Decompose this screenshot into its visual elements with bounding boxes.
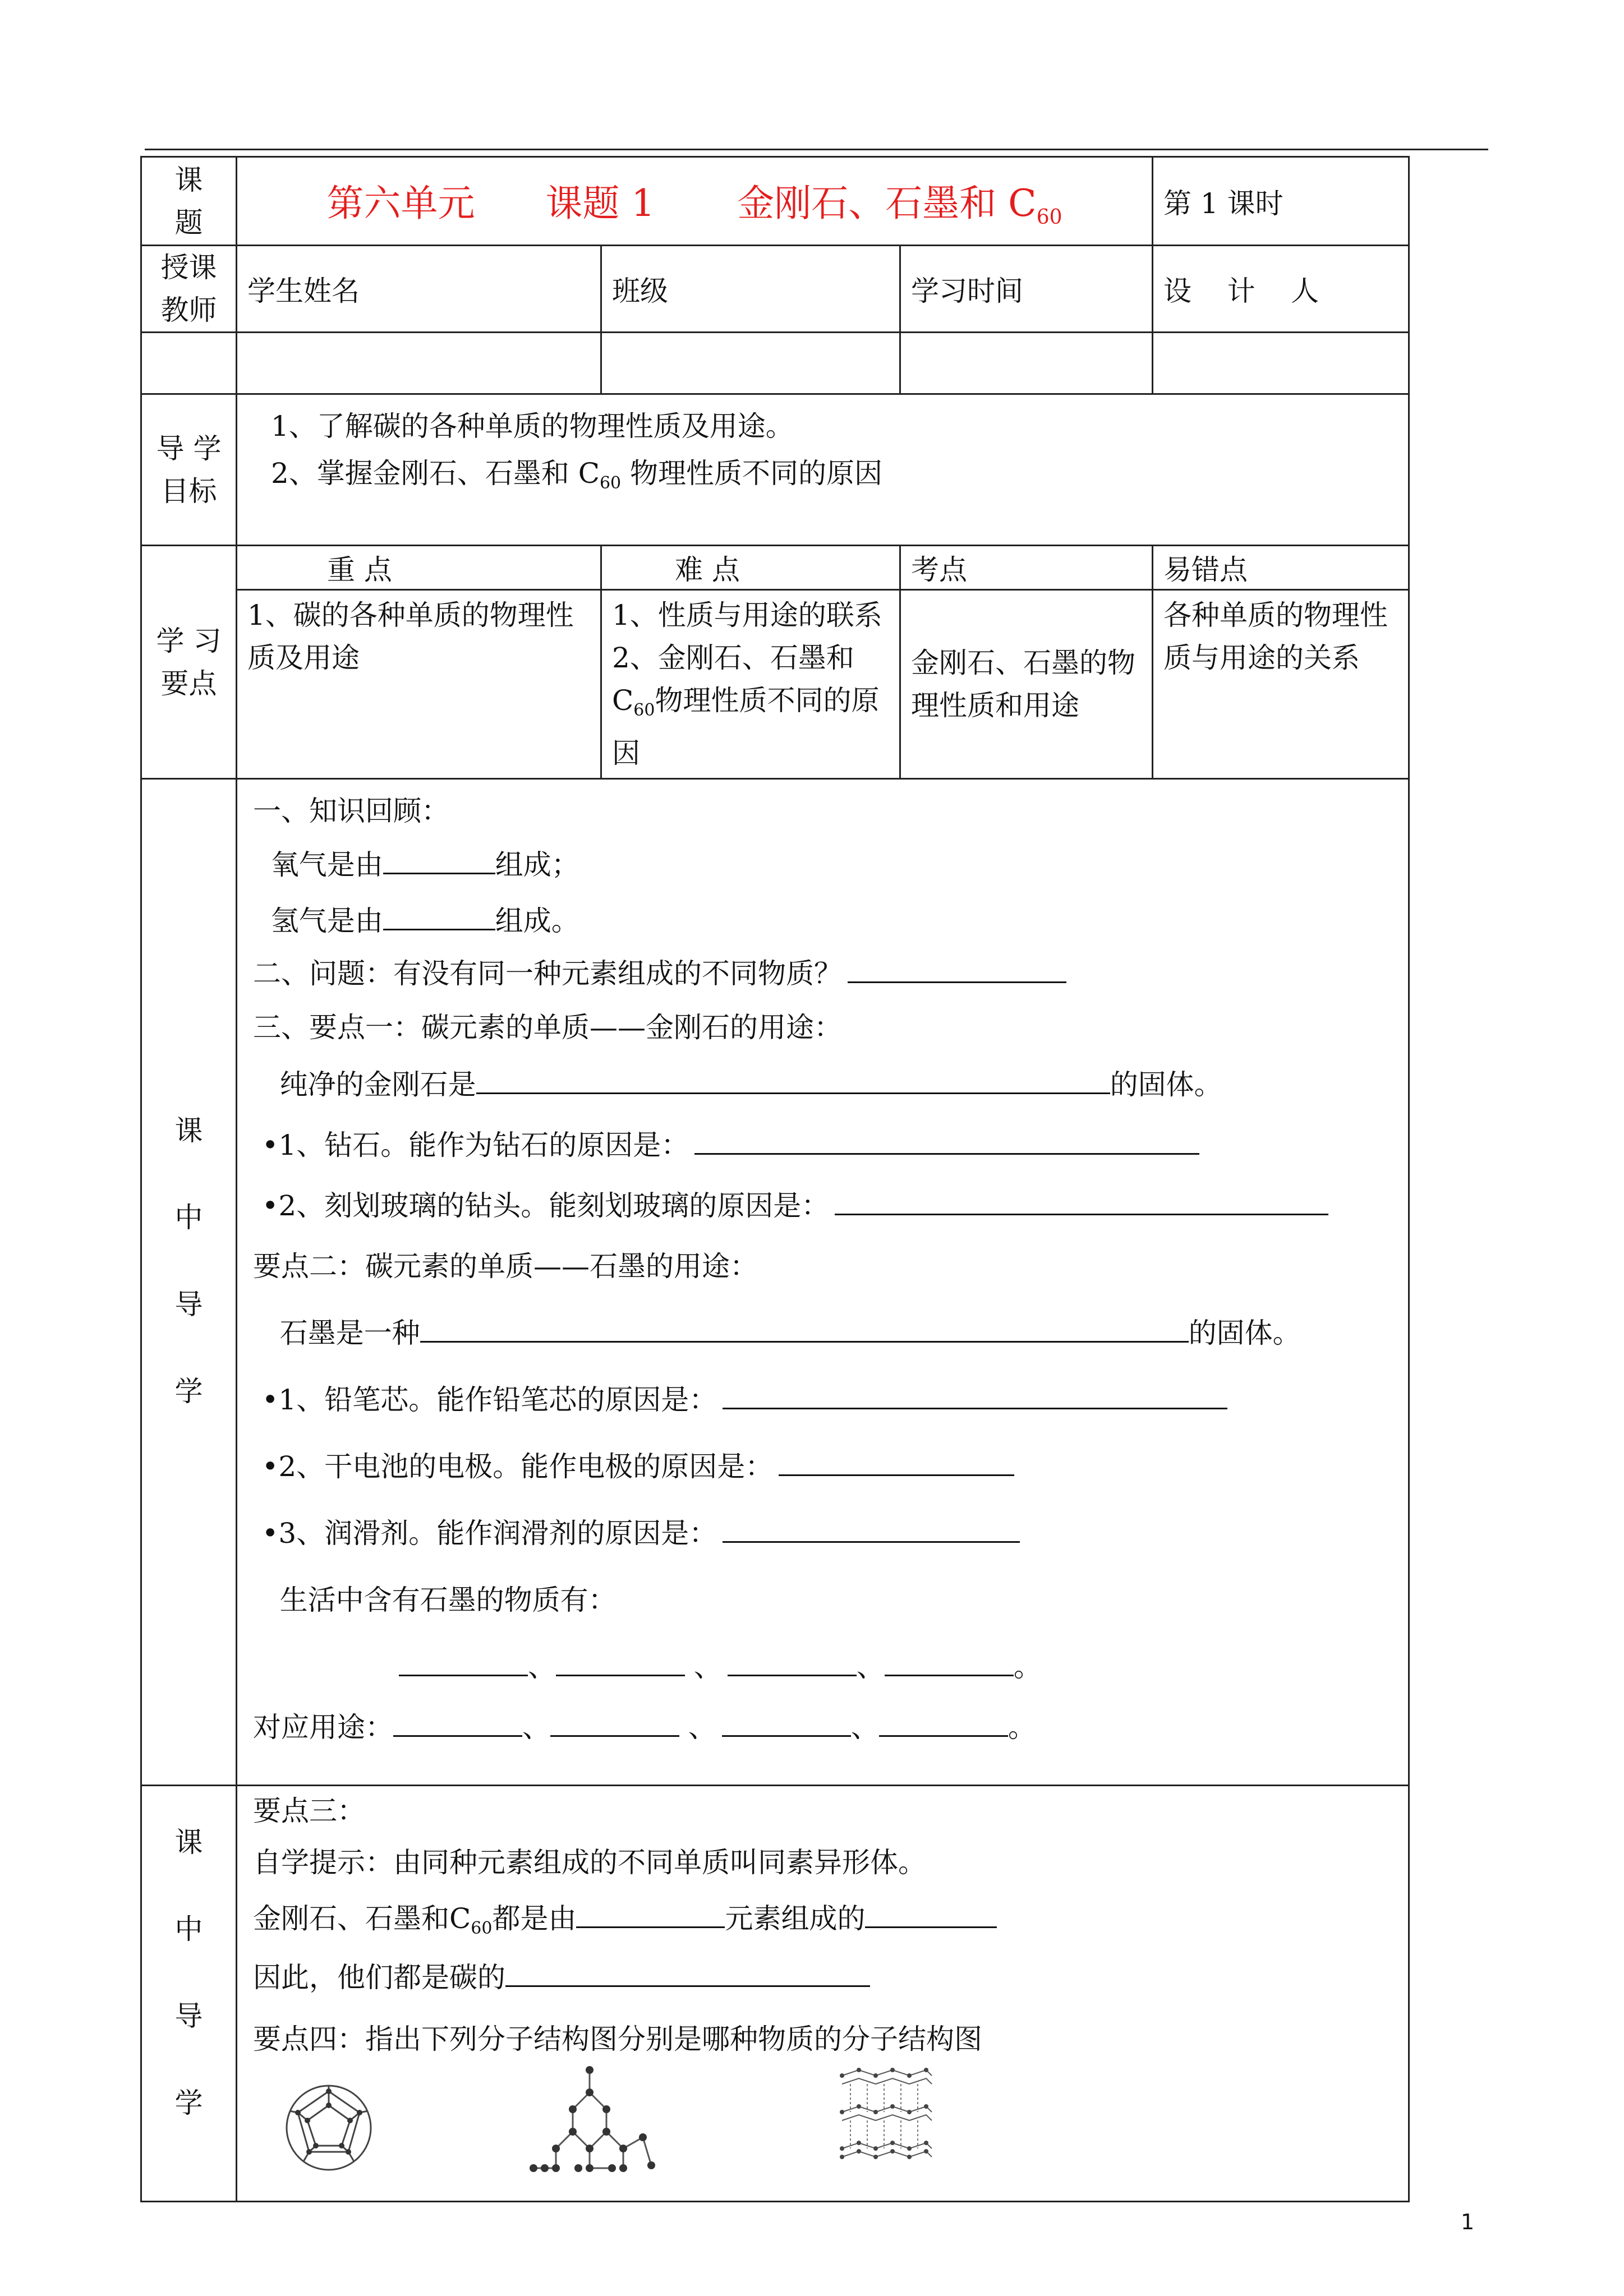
error-prone-header: 易错点 [1153, 546, 1409, 590]
diamond-use-2-blank[interactable] [835, 1180, 1328, 1215]
key-points-header-row [141, 546, 1409, 590]
key-points-content-row [141, 590, 1409, 779]
molecule-figures [253, 2070, 1392, 2182]
goals-row [141, 394, 1409, 546]
graphite-use-3-blank[interactable] [723, 1507, 1020, 1543]
question-line: 二、问题：有没有同一种元素组成的不同物质？ [253, 947, 1392, 1001]
exam-header: 考点 [900, 546, 1153, 590]
diamond-use-1: •1、钻石。能作为钻石的原因是： [253, 1115, 1392, 1175]
question-blank[interactable] [848, 948, 1066, 983]
review-title: 一、知识回顾： [253, 795, 449, 827]
composition-blank[interactable] [865, 1893, 997, 1928]
diamond-description-blank[interactable] [476, 1059, 1110, 1094]
goal-item-1: 1、了解碳的各种单质的物理性质及用途。 [271, 410, 794, 442]
guided-learning-label-1: 课 中 导 学 [141, 779, 237, 1786]
graphite-use-3: •3、润滑剂。能作润滑剂的原因是： [253, 1503, 1392, 1564]
class-field[interactable] [601, 333, 900, 394]
designer-field[interactable] [1153, 333, 1409, 394]
difficulty-item-1: 1、性质与用途的联系 [612, 599, 882, 631]
topic-label: 课 题 [141, 157, 237, 246]
guided-learning-content-2 [237, 1786, 1409, 2202]
title-row [141, 157, 1409, 246]
page-number: 1 [1461, 2210, 1475, 2234]
guided-learning-row-2 [141, 1786, 1409, 2202]
info-row [141, 246, 1409, 333]
diamond-use-2: •2、刻划玻璃的钻头。能刻划玻璃的原因是： [253, 1175, 1392, 1236]
oxygen-line: 氧气是由 组成； [253, 835, 1392, 895]
lesson-title: 第六单元 课题 1 金刚石、石墨和 $C_{60}$ [237, 157, 1153, 246]
graphite-use-2: •2、干电池的电极。能作电极的原因是： [253, 1430, 1392, 1503]
therefore-line: 因此，他们都是碳的 [253, 1947, 1392, 2008]
difficulty-cell [601, 590, 900, 779]
use-blank-4[interactable] [879, 1702, 1008, 1737]
period-cell: 第 1 课时 [1153, 157, 1409, 246]
study-time-field[interactable] [900, 333, 1153, 394]
top-rule [145, 149, 1488, 150]
difficulty-header: 难 点 [601, 546, 900, 590]
graphite-use-1-blank[interactable] [723, 1374, 1227, 1409]
designer-label: 设 计 人 [1153, 246, 1409, 333]
error-prone-cell: 各种单质的物理性质与用途的关系 [1153, 590, 1409, 779]
graphite-description-line: 石墨是一种 的固体。 [253, 1297, 1392, 1370]
uses-line: 对应用途： 、 、 、 。 [253, 1697, 1392, 1758]
student-name-field[interactable] [237, 333, 601, 394]
use-blank-3[interactable] [722, 1702, 851, 1737]
focus-cell: 1、碳的各种单质的物理性质及用途 [237, 590, 601, 779]
hydrogen-blank[interactable] [383, 895, 495, 930]
life-item-blank-4[interactable] [885, 1641, 1014, 1676]
diamond-use-1-blank[interactable] [694, 1119, 1199, 1155]
guided-learning-content-1 [237, 779, 1409, 1786]
element-blank[interactable] [576, 1893, 725, 1928]
worksheet-table [140, 156, 1410, 2202]
point3-title: 要点三： [253, 1795, 365, 1827]
guided-learning-label-2: 课 中 导 学 [141, 1786, 237, 2202]
point1-title: 三、要点一：碳元素的单质——金刚石的用途： [253, 1011, 842, 1044]
goals-content [237, 394, 1409, 546]
teacher-label: 授课 教师 [141, 246, 237, 333]
life-items-line: 生活中含有石墨的物质有： [253, 1584, 617, 1616]
teacher-field[interactable] [141, 333, 237, 394]
graphite-use-1: •1、铅笔芯。能作铅笔芯的原因是： [253, 1370, 1392, 1430]
diamond-structure-figure [522, 2059, 663, 2177]
class-label: 班级 [601, 246, 900, 333]
graphite-structure-figure [836, 2064, 937, 2171]
oxygen-blank[interactable] [383, 839, 495, 874]
allotrope-hint: 自学提示：由同种元素组成的不同单质叫同素异形体。 [253, 1846, 926, 1879]
graphite-use-2-blank[interactable] [779, 1441, 1014, 1476]
hydrogen-line: 氢气是由 组成。 [253, 895, 1392, 947]
study-time-label: 学习时间 [900, 246, 1153, 333]
goal-item-2: 2、掌握金刚石、石墨和 $C_{60}$ 物理性质不同的原因 [271, 457, 883, 493]
focus-header: 重 点 [237, 546, 601, 590]
life-items-blanks: 、 、 、 。 [253, 1636, 1392, 1697]
graphite-description-blank[interactable] [420, 1307, 1189, 1343]
use-blank-1[interactable] [393, 1702, 522, 1737]
point4-title: 要点四：指出下列分子结构图分别是哪种物质的分子结构图 [253, 2023, 982, 2055]
use-blank-2[interactable] [550, 1702, 679, 1737]
composition-line: 金刚石、石墨和$C_{60}$都是由 元素组成的 [253, 1891, 1392, 1947]
goals-label: 导 学 目标 [141, 394, 237, 546]
exam-cell: 金刚石、石墨的物理性质和用途 [900, 590, 1153, 779]
student-name-label: 学生姓名 [237, 246, 601, 333]
difficulty-item-2: 2、金刚石、石墨和 $C_{60}$物理性质不同的原因 [612, 642, 880, 769]
c60-molecule-figure [281, 2080, 376, 2175]
key-points-label: 学 习 要点 [141, 546, 237, 779]
diamond-description-line: 纯净的金刚石是 的固体。 [253, 1054, 1392, 1115]
info-input-row [141, 333, 1409, 394]
life-item-blank-1[interactable] [399, 1641, 528, 1676]
life-item-blank-3[interactable] [728, 1641, 857, 1676]
point2-title: 要点二：碳元素的单质——石墨的用途： [253, 1250, 758, 1283]
life-item-blank-2[interactable] [556, 1641, 685, 1676]
guided-learning-row-1 [141, 779, 1409, 1786]
therefore-blank[interactable] [505, 1952, 870, 1987]
